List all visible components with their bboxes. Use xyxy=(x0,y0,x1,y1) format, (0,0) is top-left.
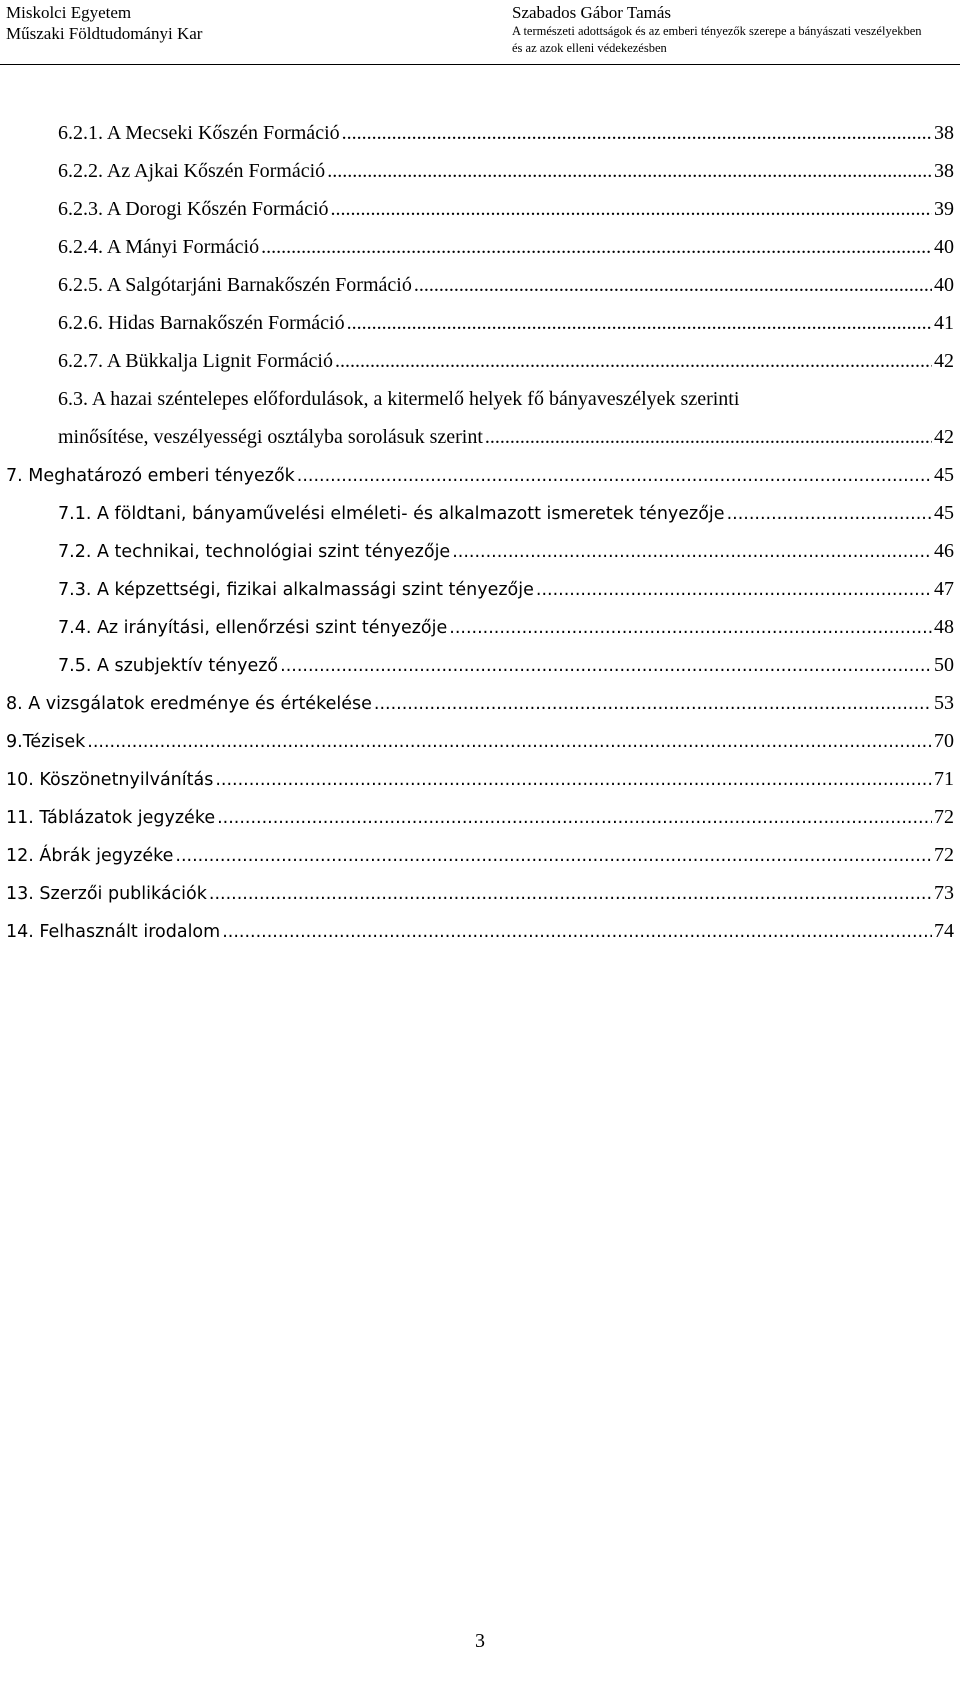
toc-leader-dots xyxy=(222,922,932,942)
header-rule xyxy=(0,64,960,65)
toc-entry-page: 50 xyxy=(934,654,954,676)
header-thesis-info xyxy=(512,2,952,57)
toc-entry-title: 6.2.6. Hidas Barnakőszén Formáció xyxy=(58,312,345,334)
toc-entry-title: 13. Szerzői publikációk xyxy=(6,884,207,904)
toc-leader-dots xyxy=(536,580,932,600)
toc-leader-dots xyxy=(215,770,932,790)
toc-leader-dots xyxy=(374,694,932,714)
toc-leader-dots xyxy=(280,656,932,676)
page-number: 3 xyxy=(475,1630,485,1652)
toc-entry[interactable] xyxy=(58,160,954,183)
toc-entry-title: 8. A vizsgálatok eredménye és értékelése xyxy=(6,694,372,714)
toc-entry-title-line1: 6.3. A hazai széntelepes előfordulások, a kitermelő helyek fő bányaveszélyek szerinti xyxy=(58,388,740,410)
toc-entry[interactable] xyxy=(58,198,954,221)
toc-entry-title: 6.2.3. A Dorogi Kőszén Formáció xyxy=(58,198,329,220)
toc-entry[interactable] xyxy=(58,236,954,259)
toc-entry-multiline[interactable] xyxy=(58,388,954,411)
toc-leader-dots xyxy=(727,504,932,524)
toc-entry-title: 7.5. A szubjektív tényező xyxy=(58,656,279,676)
toc-entry[interactable] xyxy=(6,464,954,487)
toc-leader-dots xyxy=(485,426,932,449)
toc-entry[interactable] xyxy=(58,312,954,335)
toc-entry-page: 38 xyxy=(934,160,954,182)
toc-entry-title: 10. Köszönetnyilvánítás xyxy=(6,770,214,790)
toc-entry-page: 45 xyxy=(934,502,954,524)
toc-leader-dots xyxy=(335,350,932,373)
toc-entry-page: 70 xyxy=(934,730,954,752)
toc-entry-title: 6.2.1. A Mecseki Kőszén Formáció xyxy=(58,122,340,144)
toc-entry-title: 7. Meghatározó emberi tényezők xyxy=(6,466,295,486)
toc-leader-dots xyxy=(452,542,932,562)
toc-entry-page: 71 xyxy=(934,768,954,790)
toc-entry-page: 47 xyxy=(934,578,954,600)
toc-entry-page: 72 xyxy=(934,806,954,828)
toc-entry[interactable] xyxy=(6,844,954,867)
toc-entry-title: 11. Táblázatok jegyzéke xyxy=(6,808,216,828)
toc-entry-title: 6.2.4. A Mányi Formáció xyxy=(58,236,260,258)
toc-leader-dots xyxy=(327,160,932,183)
toc-entry[interactable] xyxy=(6,920,954,943)
toc-entry[interactable] xyxy=(58,654,954,677)
toc-entry[interactable] xyxy=(58,616,954,639)
toc-entry-page: 48 xyxy=(934,616,954,638)
toc-entry[interactable] xyxy=(58,350,954,373)
header-author: Szabados Gábor Tamás xyxy=(512,3,672,22)
page-header xyxy=(0,0,960,74)
toc-entry[interactable] xyxy=(6,882,954,905)
toc-entry-title: 12. Ábrák jegyzéke xyxy=(6,846,174,866)
toc-entry-title: 7.4. Az irányítási, ellenőrzési szint tényezője xyxy=(58,618,448,638)
toc-entry-page: 45 xyxy=(934,464,954,486)
header-faculty: Műszaki Földtudományi Kar xyxy=(6,24,203,43)
toc-entry-page: 42 xyxy=(934,426,954,448)
toc-entry-title-line2: minősítése, veszélyességi osztályba sorolásuk szerint xyxy=(58,426,483,448)
toc-entry-title: 9.Tézisek xyxy=(6,732,86,752)
toc-leader-dots xyxy=(175,846,932,866)
toc-entry-title: 14. Felhasznált irodalom xyxy=(6,922,221,942)
toc-leader-dots xyxy=(209,884,932,904)
toc-entry[interactable] xyxy=(6,806,954,829)
toc-entry-page: 72 xyxy=(934,844,954,866)
toc-leader-dots xyxy=(347,312,932,335)
toc-leader-dots xyxy=(331,198,932,221)
toc-entry[interactable] xyxy=(6,730,954,753)
toc-entry-page: 38 xyxy=(934,122,954,144)
toc-leader-dots xyxy=(217,808,932,828)
toc-entry-page: 39 xyxy=(934,198,954,220)
toc-leader-dots xyxy=(342,122,932,145)
toc-leader-dots xyxy=(87,732,932,752)
toc-entry-page: 42 xyxy=(934,350,954,372)
toc-entry-page: 53 xyxy=(934,692,954,714)
toc-entry-title: 7.2. A technikai, technológiai szint tényezője xyxy=(58,542,451,562)
toc-entry[interactable] xyxy=(58,122,954,145)
toc-leader-dots xyxy=(297,466,932,486)
toc-entry-title: 6.2.7. A Bükkalja Lignit Formáció xyxy=(58,350,333,372)
toc-entry-title: 7.3. A képzettségi, fizikai alkalmassági szint tényezője xyxy=(58,580,534,600)
toc-entry-page: 46 xyxy=(934,540,954,562)
toc-entry[interactable] xyxy=(58,540,954,563)
toc-entry-title: 7.1. A földtani, bányaművelési elméleti- és alkalmazott ismeretek tényezője xyxy=(58,504,725,524)
toc-entry[interactable] xyxy=(6,768,954,791)
toc-entry-page: 40 xyxy=(934,236,954,258)
header-thesis-title-1: A természeti adottságok és az emberi tényezők szerepe a bányászati veszélyekben xyxy=(512,24,922,38)
toc-entry[interactable] xyxy=(58,274,954,297)
toc-leader-dots xyxy=(449,618,932,638)
toc-entry[interactable] xyxy=(6,692,954,715)
toc-entry-page: 40 xyxy=(934,274,954,296)
toc-entry-title: 6.2.5. A Salgótarjáni Barnakőszén Formáció xyxy=(58,274,412,296)
toc-entry-title: 6.2.2. Az Ajkai Kőszén Formáció xyxy=(58,160,326,182)
toc-entry[interactable] xyxy=(58,578,954,601)
toc-entry-page: 41 xyxy=(934,312,954,334)
header-university: Miskolci Egyetem xyxy=(6,3,132,22)
toc-entry[interactable] xyxy=(58,502,954,525)
header-thesis-title-2: és az azok elleni védekezésben xyxy=(512,41,667,55)
toc-leader-dots xyxy=(261,236,932,259)
toc-entry-page: 73 xyxy=(934,882,954,904)
toc-leader-dots xyxy=(414,274,932,297)
header-institution xyxy=(6,2,202,44)
toc-entry-continuation[interactable] xyxy=(58,426,954,449)
toc-entry-page: 74 xyxy=(934,920,954,942)
